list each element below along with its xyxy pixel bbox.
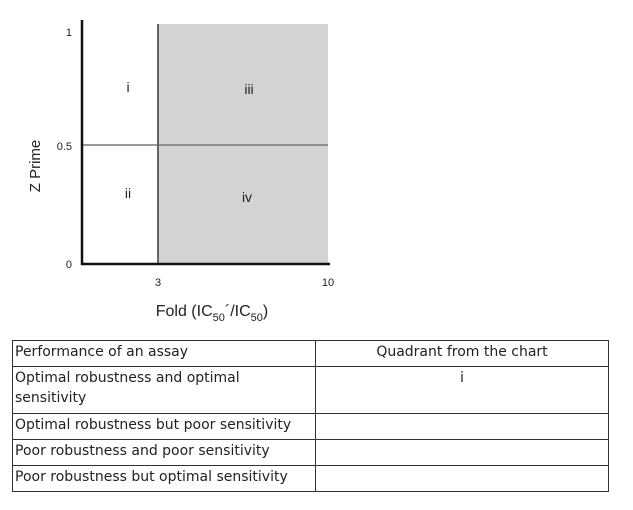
x-axis-label: Fold $(IC_{50}´/IC_{50})$ — [155, 303, 269, 324]
y-tick-0.5: 0.5 — [56, 141, 72, 153]
y-tick-1: 1 — [65, 27, 72, 39]
assay-performance-table — [12, 340, 609, 492]
quadrant-label-i: i — [126, 79, 130, 95]
x-tick-10: 10 — [321, 277, 335, 289]
y-axis-label: Z Prime — [27, 139, 44, 193]
shaded-region — [158, 24, 328, 264]
table-header-row — [13, 341, 609, 367]
performance-cell: Optimal robustness and optimal sensitivity — [13, 367, 316, 414]
table-row — [13, 367, 609, 414]
quadrant-cell[interactable] — [316, 414, 609, 440]
quadrant-label-ii: ii — [124, 185, 132, 201]
quadrant-cell[interactable]: i — [316, 367, 609, 414]
header-quadrant: Quadrant from the chart — [316, 341, 609, 367]
table-row — [13, 466, 609, 492]
quadrant-cell[interactable] — [316, 466, 609, 492]
table-row — [13, 440, 609, 466]
quadrant-cell[interactable] — [316, 440, 609, 466]
y-tick-0: 0 — [65, 259, 72, 271]
quadrant-label-iv: iv — [241, 189, 253, 205]
quadrant-label-iii: iii — [244, 81, 254, 97]
performance-cell: Poor robustness and poor sensitivity — [13, 440, 316, 466]
performance-cell: Poor robustness but optimal sensitivity — [13, 466, 316, 492]
table-row — [13, 414, 609, 440]
x-tick-3: 3 — [154, 277, 162, 289]
performance-cell: Optimal robustness but poor sensitivity — [13, 414, 316, 440]
header-performance: Performance of an assay — [13, 341, 316, 367]
